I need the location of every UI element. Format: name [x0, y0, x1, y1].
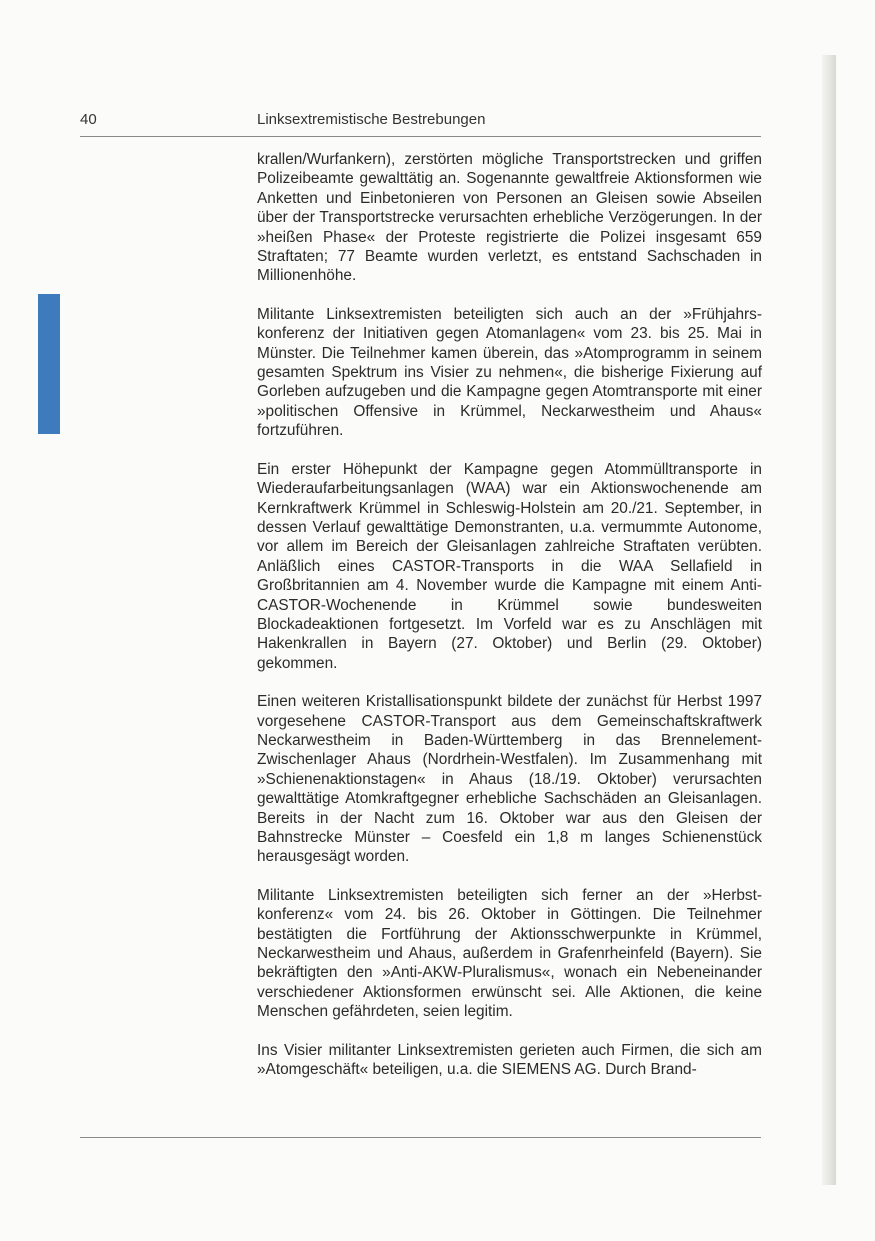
running-head-title: Linksextremistische Bestrebungen	[257, 111, 486, 128]
paragraph: Militante Linksextremisten beteiligten sich auch an der »Frühjahrskonferenz der Initiativen gegen Atomanlagen« vom 23. bis 25. Mai in Münster. Die Teilnehmer kamen überein, das »Atomprogramm in seinem gesamten Spektrum ins Visier zu nehmen«, die bisherige Fixierung auf Gorleben aufzugeben und die Kampagne gegen Atomtransporte mit einer »politischen Offensive in Krümmel, Neckarwestheim und Ahaus« fortzuführen.	[257, 305, 762, 440]
footer-divider	[80, 1137, 761, 1138]
page-edge-shadow	[822, 55, 836, 1185]
paragraph: Militante Linksextremisten beteiligten sich ferner an der »Herbstkonferenz« vom 24. bis 26. Oktober in Göttingen. Die Teilnehmer bestätigten die Fortführung der Aktionsschwerpunkte in Krümmel, Neckarwestheim und Ahaus, außerdem in Grafenrheinfeld (Bayern). Sie bekräftigten den »Anti-AKW-Pluralismus«, wonach ein Nebeneinander verschiedener Aktionsformen erwünscht sei. Alle Aktionen, die keine Menschen gefährdeten, seien legitim.	[257, 886, 762, 1021]
paragraph: Ein erster Höhepunkt der Kampagne gegen Atommülltransporte in Wiederaufarbeitungsanlagen (WAA) war ein Aktionswochenende am Kernkraftwerk Krümmel in Schleswig-Holstein am 20./21. September, in dessen Verlauf gewalttätige Demonstranten, u.a. vermummte Autonome, vor allem im Bereich der Gleisanlagen zahlreiche Straftaten verübten. Anläßlich eines CASTOR-Transports in die WAA Sellafield in Großbritannien am 4. November wurde die Kampagne mit einem Anti-CASTOR-Wochenende in Krümmel sowie bundesweiten Blockadeaktionen fortgesetzt. Im Vorfeld war es zu Anschlägen mit Hakenkrallen in Bayern (27. Oktober) und Berlin (29. Oktober) gekommen.	[257, 460, 762, 672]
paragraph: Ins Visier militanter Linksextremisten gerieten auch Firmen, die sich am »Atomgeschäft« beteiligen, u.a. die SIEMENS AG. Durch Brand-	[257, 1041, 762, 1079]
paragraph: krallen/Wurfankern), zerstörten mögliche Transportstrecken und griffen Polizeibeamte gewalttätig an. Sogenannte gewaltfreie Aktionsformen wie Anketten und Einbetonieren von Personen an Gleisen sowie Abseilen über der Transportstrecke verursachten erhebliche Verzögerungen. In der »heißen Phase« der Proteste registrierte die Polizei insgesamt 659 Straftaten; 77 Beamte wurden verletzt, es entstand Sachschaden in Millionenhöhe.	[257, 151, 762, 285]
page-number: 40	[80, 111, 97, 128]
section-marker-bar	[38, 294, 60, 434]
body-text	[257, 150, 762, 1079]
header-divider	[80, 136, 761, 137]
paragraph: Einen weiteren Kristallisationspunkt bildete der zunächst für Herbst 1997 vorgesehene CASTOR-Transport aus dem Gemeinschaftskraftwerk Neckarwestheim in Baden-Württemberg in das Brennelement-Zwischenlager Ahaus (Nordrhein-Westfalen). Im Zusammenhang mit »Schienenaktionstagen« in Ahaus (18./19. Oktober) verursachten gewalttätige Atomkraftgegner erhebliche Sachschäden an Gleisanlagen. Bereits in der Nacht zum 16. Oktober war aus den Gleisen der Bahnstrecke Münster – Coesfeld ein 1,8 m langes Schienenstück herausgesägt worden.	[257, 693, 762, 866]
